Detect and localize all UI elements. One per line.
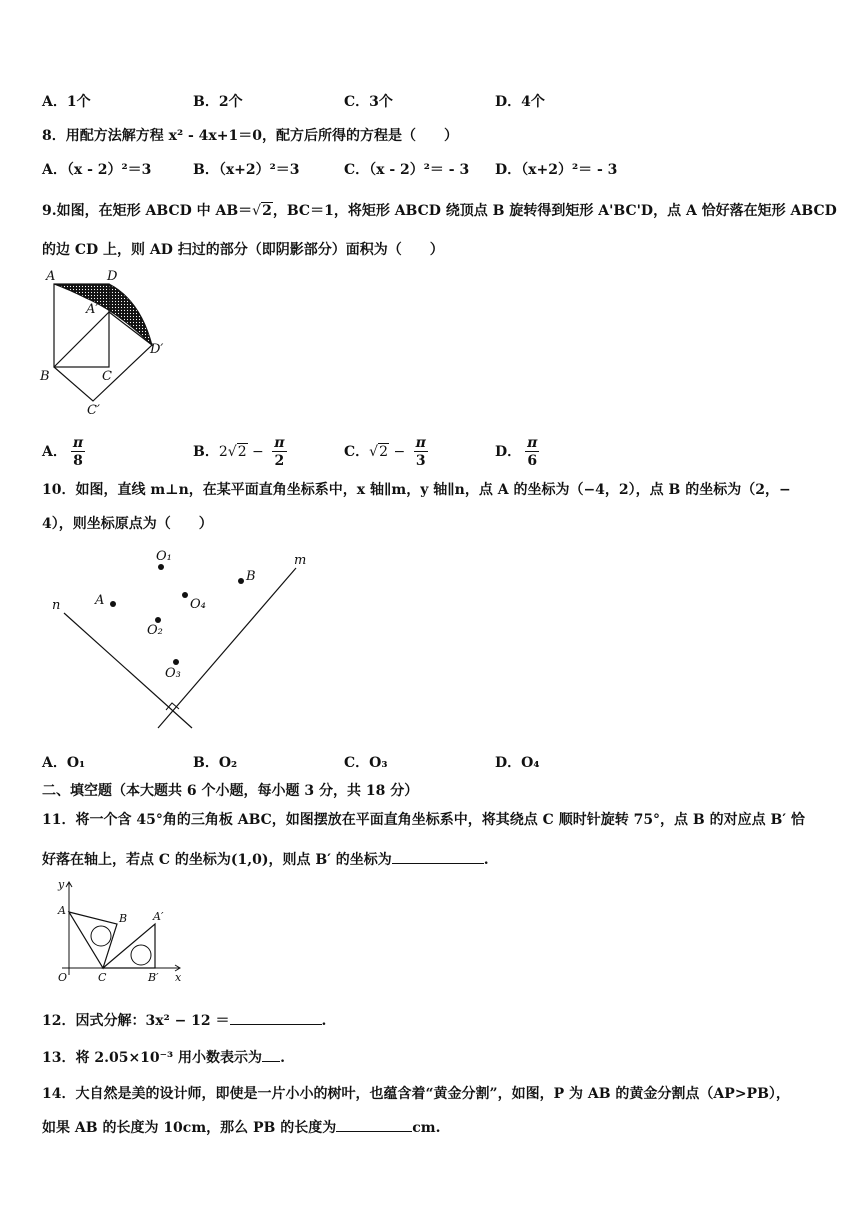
q10-option-d: D．O₄ — [495, 755, 540, 771]
q9-option-b-denominator: 2 — [274, 452, 285, 469]
q9-option-d-denominator: 6 — [527, 452, 538, 469]
q11-label-x: x — [175, 971, 182, 984]
q9-line1: 9.如图，在矩形 ABCD 中 AB＝√2，BC＝1，将矩形 ABCD 绕顶点 B 旋转得到矩形 A'BC'D，点 A 恰好落在矩形 ABCD — [42, 203, 837, 219]
q11-label-y: y — [58, 878, 65, 891]
q10-label-o4: O₄ — [190, 597, 206, 612]
q10-line2: 4），则坐标原点为（ ） — [42, 516, 213, 532]
q11-line2-text: 好落在轴上，若点 C 的坐标为(1,0)，则点 B′ 的坐标为 — [42, 852, 392, 868]
q7-option-c: C．3个 — [344, 94, 393, 110]
q9-label-a: A — [46, 269, 56, 284]
q7-option-b: B．2个 — [193, 94, 243, 110]
q13-answer-blank[interactable] — [262, 1061, 280, 1062]
q10-line1: 10．如图，直线 m⊥n，在某平面直角坐标系中，x 轴∥m，y 轴∥n，点 A 的坐标为（−4，2），点 B 的坐标为（2，− — [42, 482, 791, 498]
q8-option-b: B．（x+2）²＝3 — [193, 162, 300, 178]
q12-line — [42, 1010, 326, 1030]
q9-option-b-sqrt: 2 — [237, 444, 247, 460]
q9-label-c-prime: C′ — [87, 403, 100, 418]
q11-label-a: A — [58, 904, 66, 917]
q9-option-c-sqrt: 2 — [379, 444, 388, 460]
q9-option-b-numerator: π — [274, 434, 285, 451]
section-heading-fill-in: 二、填空题（本大题共 6 个小题，每小题 3 分，共 18 分） — [42, 783, 419, 799]
q9-option-c-label: C． — [344, 444, 370, 460]
q11-label-a-prime: A′ — [153, 910, 164, 923]
q14-line2 — [42, 1117, 440, 1137]
q10-label-o1: O₁ — [156, 549, 172, 564]
q9-option-d-numerator: π — [527, 434, 538, 451]
q11-line2-end: . — [483, 852, 489, 868]
q13-end: . — [280, 1050, 285, 1066]
q10-label-a: A — [95, 593, 105, 608]
q9-label-b: B — [40, 369, 50, 384]
q9-option-c-denominator: 3 — [415, 452, 426, 469]
q11-label-b-prime: B′ — [148, 971, 159, 984]
q9-option-a-numerator: π — [72, 434, 84, 451]
q12-end: . — [321, 1013, 327, 1029]
q10-label-o3: O₃ — [165, 666, 181, 681]
q14-answer-blank[interactable] — [336, 1131, 412, 1132]
q9-option-c-minus: − — [389, 444, 410, 460]
q11-label-c: C — [98, 971, 107, 984]
q14-line1: 14．大自然是美的设计师，即使是一片小小的树叶，也蕴含着“黄金分割”，如图，P 为 AB 的黄金分割点（AP>PB）， — [42, 1086, 790, 1102]
q8-option-d: D．（x+2）²＝ - 3 — [495, 162, 618, 178]
q9-line1-part-a: 9.如图，在矩形 ABCD 中 AB＝ — [42, 203, 253, 219]
q11-circle-2 — [131, 945, 151, 965]
q9-line2: 的边 CD 上，则 AD 扫过的部分（即阴影部分）面积为（ ） — [42, 242, 444, 258]
q10-label-b: B — [246, 569, 256, 584]
q8-stem: 8．用配方法解方程 x² - 4x+1＝0，配方后所得的方程是（ ） — [42, 128, 458, 144]
q10-option-c: C．O₃ — [344, 755, 388, 771]
q11-label-o: O — [58, 971, 68, 984]
q11-circle-1 — [91, 926, 111, 946]
q8-option-a: A．（x - 2）²＝3 — [42, 162, 152, 178]
q9-label-d-prime: D′ — [150, 342, 164, 357]
q9-option-d-label: D． — [495, 444, 522, 460]
q13-line — [42, 1047, 285, 1067]
q9-option-c: C．√2 − $\frac{\pi}{3}$ — [344, 434, 426, 469]
q14-line2-end: cm. — [412, 1120, 441, 1136]
q9-label-d: D — [107, 269, 118, 284]
q9-option-b-label: B． — [193, 444, 219, 460]
q9-line1-part-b: ，BC＝1，将矩形 ABCD 绕顶点 B 旋转得到矩形 A'BC'D，点 A 恰好落在矩形 ABCD — [272, 203, 837, 219]
q12-text: 12．因式分解：3x² − 12 ＝ — [42, 1013, 230, 1029]
q9-sqrt-value: 2 — [262, 203, 272, 219]
q10-option-b: B．O₂ — [193, 755, 238, 771]
q9-option-c-numerator: π — [415, 434, 426, 451]
q10-label-m: m — [294, 553, 307, 568]
q10-label-n: n — [52, 598, 61, 613]
q9-option-b: B．2√2 − $\frac{\pi}{2}$ — [193, 434, 285, 469]
q9-label-c: C — [102, 369, 112, 384]
q14-line2-text: 如果 AB 的长度为 10cm，那么 PB 的长度为 — [42, 1120, 337, 1136]
q9-option-a-denominator: 8 — [73, 452, 83, 469]
q9-option-b-coef: 2 — [218, 444, 228, 460]
q7-option-d: D．4个 — [495, 94, 545, 110]
q13-text: 13．将 2.05×10⁻³ 用小数表示为 — [42, 1050, 263, 1066]
q7-option-a: A．1个 — [42, 94, 91, 110]
q10-option-a: A．O₁ — [42, 755, 86, 771]
q10-label-o2: O₂ — [147, 623, 163, 638]
q9-option-b-minus: − — [247, 444, 269, 460]
q11-triangle-rotated — [103, 924, 155, 968]
q11-line1: 11．将一个含 45°角的三角板 ABC，如图摆放在平面直角坐标系中，将其绕点 C 顺时针旋转 75°，点 B 的对应点 B′ 恰 — [42, 812, 805, 828]
q9-label-a-prime: A′ — [86, 302, 99, 317]
q11-label-b: B — [119, 912, 128, 925]
q8-option-c: C．（x - 2）²＝ - 3 — [344, 162, 470, 178]
q12-answer-blank[interactable] — [230, 1024, 322, 1025]
q9-option-a-label: A． — [42, 444, 67, 460]
